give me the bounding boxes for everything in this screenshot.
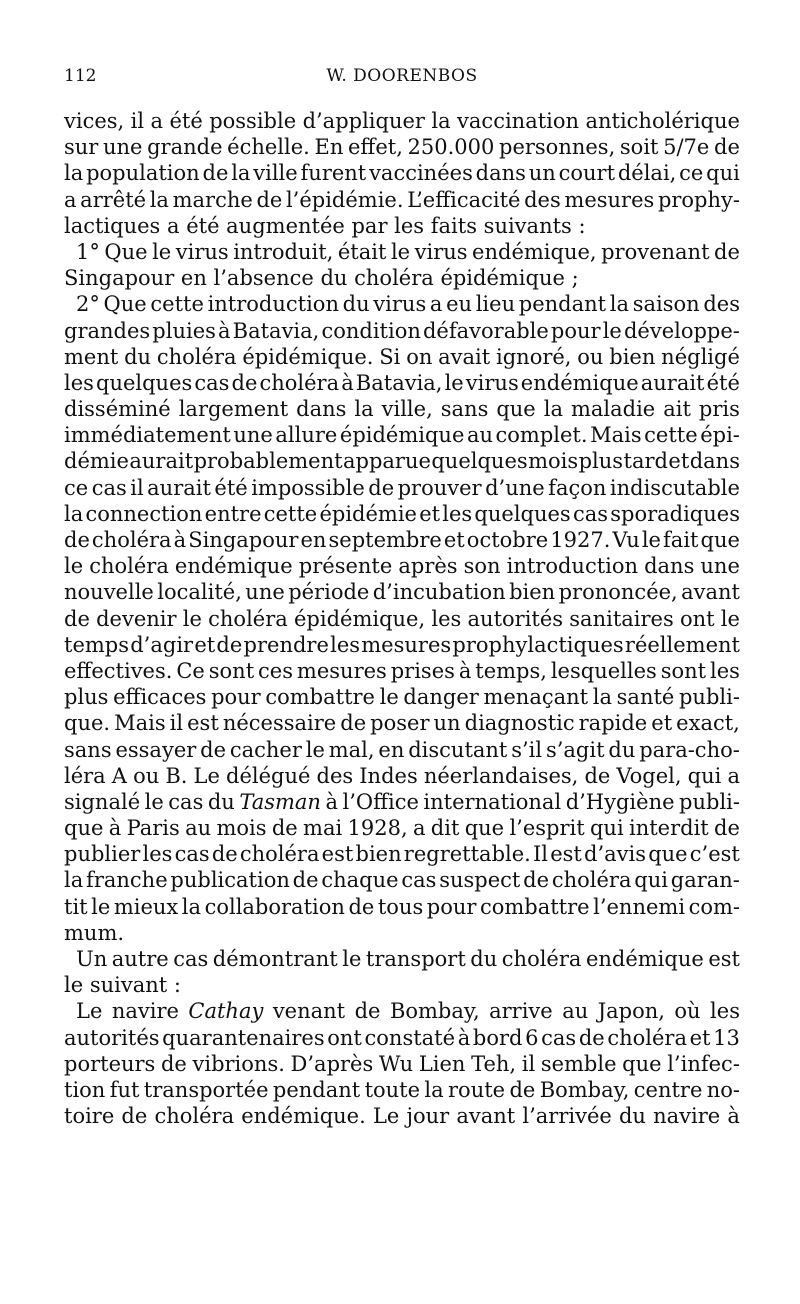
text-line: effectives. Ce sont ces mesures prises à temps, lesquelles sont les bbox=[64, 658, 740, 683]
text-line: tion fut transportée pendant toute la route de Bombay, centre no- bbox=[64, 1077, 740, 1102]
body-text bbox=[64, 108, 740, 1129]
text-line: publier les cas de choléra est bien regrettable. Il est d’avis que c’est bbox=[64, 842, 740, 867]
text-line: plus efficaces pour combattre le danger menaçant la santé publi- bbox=[64, 685, 740, 710]
text-line: ment du choléra épidémique. Si on avait ignoré, ou bien négligé bbox=[64, 344, 740, 369]
text-line: ce cas il aurait été impossible de prouver d’une façon indiscutable bbox=[64, 475, 740, 500]
text-line: démie aurait probablement apparue quelques mois plus tard et dans bbox=[64, 449, 740, 474]
text-line: nouvelle localité, une période d’incubation bien prononcée, avant bbox=[64, 580, 740, 605]
text-line: le suivant : bbox=[64, 973, 181, 998]
text-line: sur une grande échelle. En effet, 250.000 personnes, soit 5/7e de bbox=[64, 135, 740, 160]
running-head bbox=[64, 66, 740, 92]
text-line: toire de choléra endémique. Le jour avant l’arrivée du navire à bbox=[64, 1104, 740, 1129]
text-line: tit le mieux la collaboration de tous pour combattre l’ennemi com- bbox=[64, 894, 740, 919]
page-number: 112 bbox=[64, 66, 97, 86]
text-line: sans essayer de cacher le mal, en discutant s’il s’agit du para-cho- bbox=[64, 737, 740, 762]
text-line: lactiques a été augmentée par les faits suivants : bbox=[64, 213, 586, 238]
text-line: grandes pluies à Batavia, condition défavorable pour le développe- bbox=[64, 318, 740, 343]
text-line: de choléra à Singapour en septembre et octobre 1927. Vu le fait que bbox=[64, 528, 740, 552]
text-line: que. Mais il est nécessaire de poser un diagnostic rapide et exact, bbox=[64, 711, 740, 736]
text-line: Le navire Cathay venant de Bombay, arrive au Japon, où les bbox=[76, 999, 740, 1024]
text-line: la population de la ville furent vaccinées dans un court délai, ce qui bbox=[64, 161, 740, 186]
text-line: de devenir le choléra épidémique, les autorités sanitaires ont le bbox=[64, 606, 740, 631]
text-line: a arrêté la marche de l’épidémie. L’efficacité des mesures prophy- bbox=[64, 187, 740, 212]
text-line: temps d’agir et de prendre les mesures prophylactiques réellement bbox=[64, 632, 740, 657]
text-line: Un autre cas démontrant le transport du choléra endémique est bbox=[76, 947, 740, 971]
text-line: la connection entre cette épidémie et les quelques cas sporadiques bbox=[64, 501, 740, 526]
text-line: les quelques cas de choléra à Batavia, le virus endémique aurait été bbox=[64, 370, 740, 395]
text-line: Singapour en l’absence du choléra épidémique ; bbox=[64, 266, 579, 291]
text-line: porteurs de vibrions. D’après Wu Lien Teh, il semble que l’infec- bbox=[64, 1051, 740, 1076]
text-line: le choléra endémique présente après son introduction dans une bbox=[64, 554, 740, 579]
text-line: 1° Que le virus introduit, était le virus endémique, provenant de bbox=[76, 239, 740, 264]
text-line: 2° Que cette introduction du virus a eu lieu pendant la saison des bbox=[76, 292, 740, 317]
text-line: la franche publication de chaque cas suspect de choléra qui garan- bbox=[64, 868, 740, 893]
text-line: que à Paris au mois de mai 1928, a dit que l’esprit qui interdit de bbox=[64, 816, 740, 841]
running-head-author: W. DOORENBOS bbox=[326, 66, 478, 86]
text-line: disséminé largement dans la ville, sans que la maladie ait pris bbox=[64, 397, 740, 422]
text-line: vices, il a été possible d’appliquer la vaccination anticholérique bbox=[64, 109, 740, 133]
text-line: signalé le cas du Tasman à l’Office international d’Hygiène publi- bbox=[64, 789, 740, 814]
text-line: immédiatement une allure épidémique au complet. Mais cette épi- bbox=[64, 423, 740, 448]
text-line: mum. bbox=[64, 920, 125, 945]
text-line: léra A ou B. Le délégué des Indes néerlandaises, de Vogel, qui a bbox=[64, 763, 740, 788]
text-line: autorités quarantenaires ont constaté à bord 6 cas de choléra et 13 bbox=[64, 1025, 740, 1050]
